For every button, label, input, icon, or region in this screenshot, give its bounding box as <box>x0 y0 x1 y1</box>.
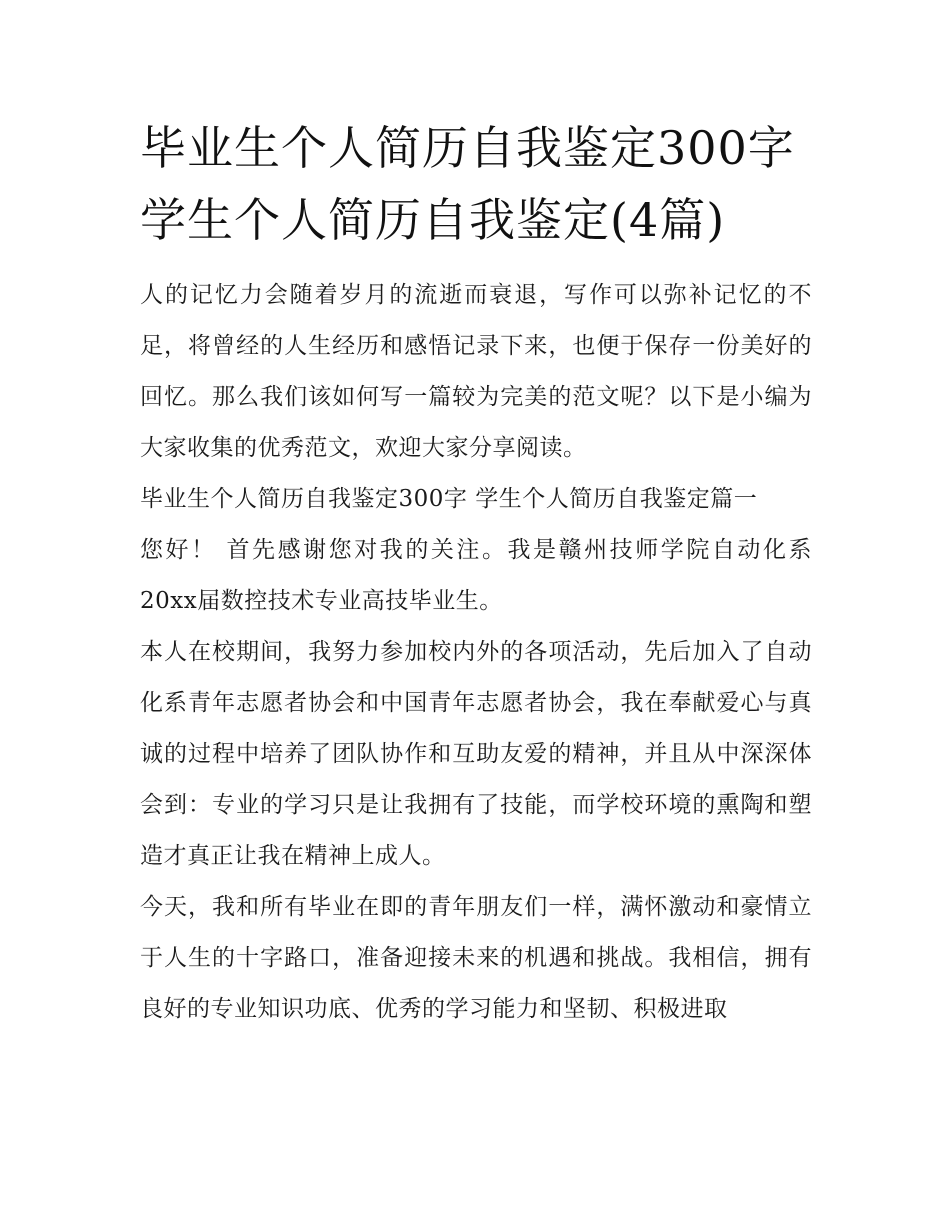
greeting-paragraph: 您好！ 首先感谢您对我的关注。我是赣州技师学院自动化系20xx届数控技术专业高技毕业生。 <box>140 537 812 614</box>
school-activities-paragraph: 本人在校期间，我努力参加校内外的各项活动，先后加入了自动化系青年志愿者协会和中国青年志愿者协会，我在奉献爱心与真诚的过程中培养了团队协作和互助友爱的精神，并且从中深深体会到：专业的学习只是让我拥有了技能，而学校环境的熏陶和塑造才真正让我在精神上成人。 <box>140 639 812 869</box>
document-body <box>140 112 812 1035</box>
intro-paragraph: 人的记忆力会随着岁月的流逝而衰退，写作可以弥补记忆的不足，将曾经的人生经历和感悟记录下来，也便于保存一份美好的回忆。那么我们该如何写一篇较为完美的范文呢？以下是小编为大家收集的优秀范文，欢迎大家分享阅读。 <box>140 282 812 461</box>
document-title: 毕业生个人简历自我鉴定300字 学生个人简历自我鉴定(4篇) <box>140 121 795 247</box>
future-paragraph: 今天，我和所有毕业在即的青年朋友们一样，满怀激动和豪情立于人生的十字路口，准备迎接未来的机遇和挑战。我相信，拥有良好的专业知识功底、优秀的学习能力和坚韧、积极进取 <box>140 894 812 1022</box>
section-heading-paragraph: 毕业生个人简历自我鉴定300字 学生个人简历自我鉴定篇一 <box>140 486 758 512</box>
